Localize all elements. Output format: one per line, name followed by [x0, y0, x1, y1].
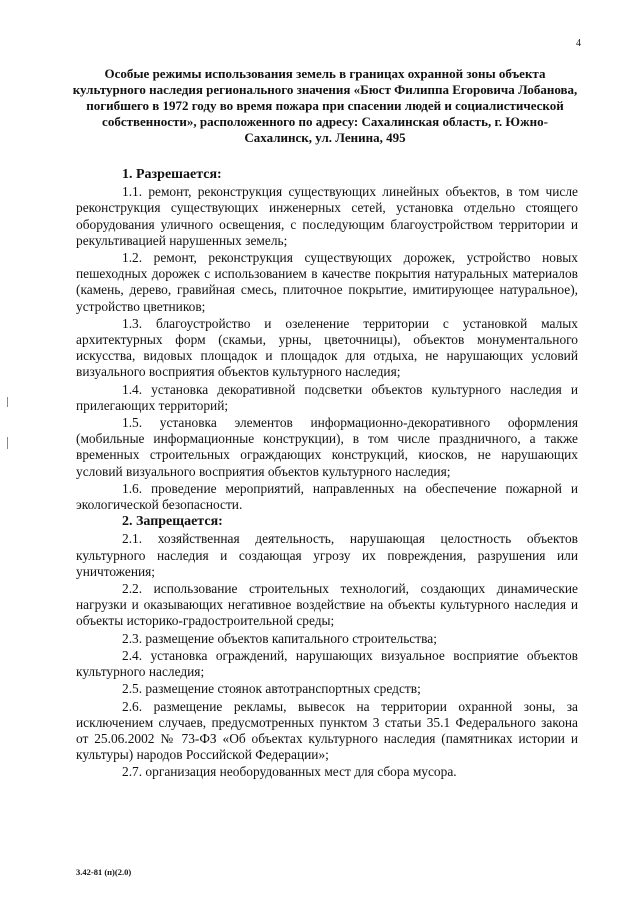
- scan-mark: [7, 397, 8, 407]
- list-item: 1.5. установка элементов информационно-декоративного оформления (мобильные информационные конструкции), в том числе праздничного, а также временных строительных ограждающих конструкций, киосков, не нарушающих условий визуального восприятия объектов культурного наследия;: [76, 415, 578, 479]
- document-body: [76, 167, 578, 782]
- section-heading-allowed: 1. Разрешается:: [122, 167, 222, 182]
- list-item: 1.1. ремонт, реконструкция существующих линейных объектов, в том числе реконструкция существующих инженерных сетей, установка отдельно стоящего оборудования уличного освещения, с последующим благоустройством территории и рекультивацией нарушенных земель;: [76, 184, 578, 248]
- footer-code: 3.42-81 (п)(2.0): [76, 867, 132, 877]
- list-item: 2.7. организация необорудованных мест для сбора мусора.: [122, 764, 457, 780]
- list-item: 1.3. благоустройство и озеленение территории с установкой малых архитектурных форм (скамьи, урны, цветочницы), объектов монументального искусства, видовых площадок и площадок для отдыха, не нарушающих условий визуального восприятия объектов культурного наследия;: [76, 315, 578, 380]
- list-item: 2.3. размещение объектов капитального строительства;: [122, 630, 437, 646]
- scan-mark: [7, 437, 8, 449]
- section-heading-prohibited: 2. Запрещается:: [122, 514, 223, 530]
- list-item: 2.6. размещение рекламы, вывесок на территории охранной зоны, за исключением случаев, предусмотренных пунктом 3 статьи 35.1 Федерального закона от 25.06.2002 № 73-ФЗ «Об объектах культурного наследия (памятниках истории и культуры) народов Российской Федерации»;: [76, 698, 578, 763]
- list-item: 2.5. размещение стоянок автотранспортных средств;: [122, 681, 421, 697]
- page-number: 4: [576, 38, 581, 49]
- list-item: 1.6. проведение мероприятий, направленных на обеспечение пожарной и экологической безопасности.: [76, 480, 578, 513]
- list-item: 2.2. использование строительных технологий, создающих динамические нагрузки и оказывающих негативное воздействие на объекты культурного наследия и объекты историко-градостроительной среды;: [76, 581, 578, 629]
- document-title: Особые режимы использования земель в границах охранной зоны объекта культурного наследия регионального значения «Бюст Филиппа Егоровича Лобанова, погибшего в 1972 году во время пожара при спасении людей и социалистической собственности», расположенного по адресу: Сахалинская область, г. Южно-Сахалинск, ул. Ленина, 495: [72, 66, 578, 145]
- list-item: 2.4. установка ограждений, нарушающих визуальное восприятие объектов культурного наследия;: [76, 647, 578, 680]
- list-item: 1.2. ремонт, реконструкция существующих дорожек, устройство новых пешеходных дорожек с использованием в качестве покрытия натуральных материалов (камень, дерево, гравийная смесь, плиточное покрытие, имитирующее натуральное), устройство цветников;: [76, 250, 578, 314]
- list-item: 2.1. хозяйственная деятельность, нарушающая целостность объектов культурного наследия и создающая угрозу их повреждения, разрушения или уничтожения;: [76, 531, 578, 579]
- list-item: 1.4. установка декоративной подсветки объектов культурного наследия и прилегающих территорий;: [76, 381, 578, 413]
